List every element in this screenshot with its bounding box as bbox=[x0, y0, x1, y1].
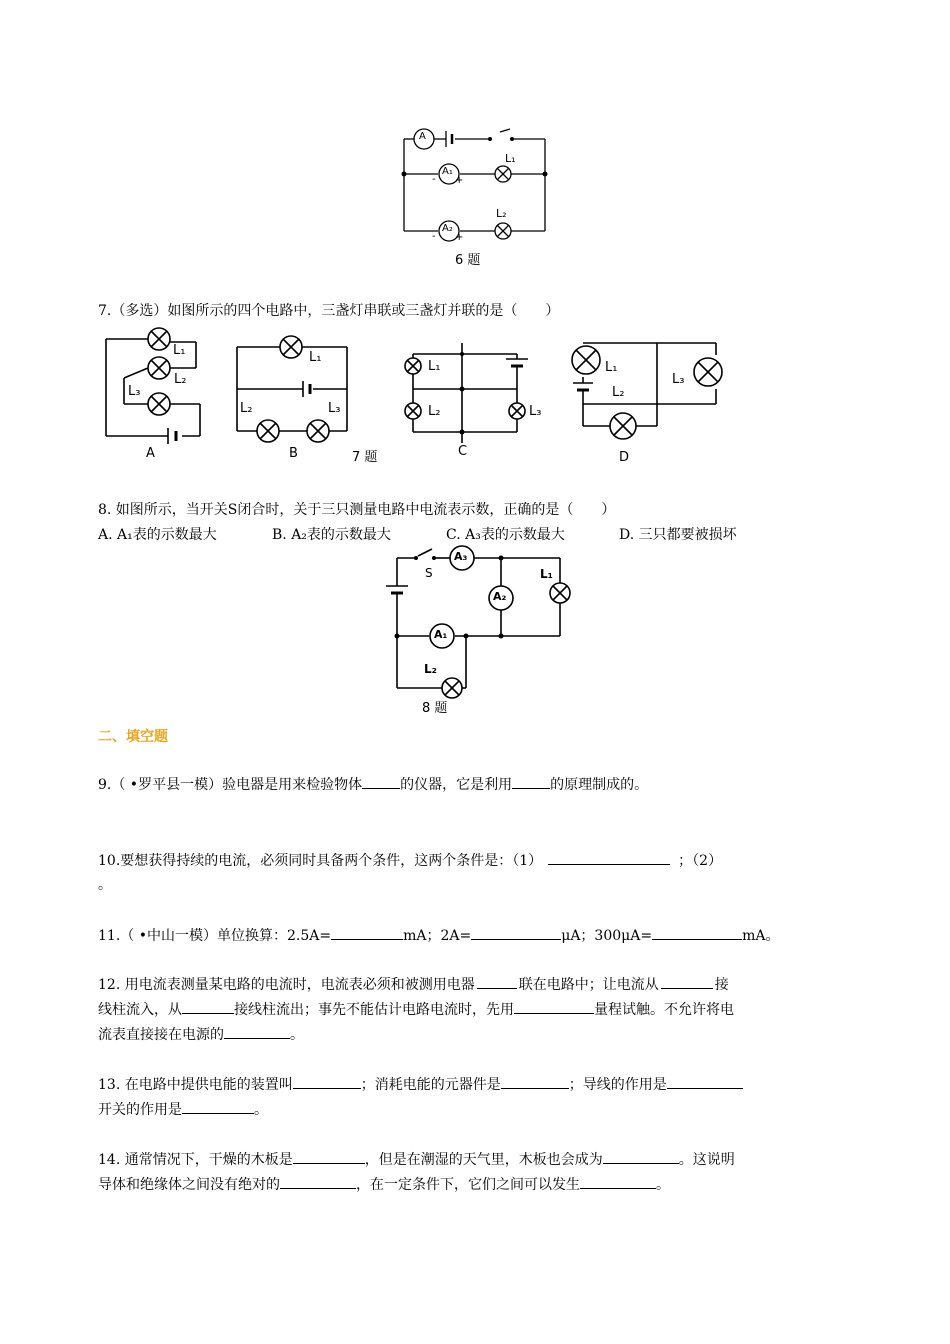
q9-text-b: 的仪器，它是利用 bbox=[400, 777, 513, 793]
q14-blank-2[interactable] bbox=[603, 1150, 679, 1164]
fig6-plus-a2: + bbox=[455, 232, 464, 243]
q13-text-1b: ；消耗电能的元器件是 bbox=[360, 1077, 501, 1093]
q12-blank-3[interactable] bbox=[182, 1000, 234, 1014]
fig7a-l1-label: L₁ bbox=[173, 343, 186, 358]
q12-blank-4[interactable] bbox=[514, 1000, 594, 1014]
q8-choice-d: D. 三只都要被损坏 bbox=[619, 527, 737, 543]
fig7d-l1-label: L₁ bbox=[605, 360, 618, 375]
fig8-lamp-l2-label: L₂ bbox=[424, 662, 437, 676]
q13-blank-1[interactable] bbox=[293, 1075, 361, 1089]
question-12-line3 bbox=[98, 1025, 304, 1044]
question-7-text: 7.（多选）如图所示的四个电路中，三盏灯串联或三盏灯并联的是（ ） bbox=[98, 303, 560, 319]
question-14-line1 bbox=[98, 1150, 735, 1169]
q13-text-1a: 13. 在电路中提供电能的装置叫 bbox=[98, 1077, 293, 1093]
question-10-line1 bbox=[98, 851, 722, 870]
q12-text-2a: 线柱流入，从 bbox=[98, 1002, 182, 1018]
q14-text-1a: 14. 通常情况下，干燥的木板是 bbox=[98, 1152, 293, 1168]
q10-blank-1[interactable] bbox=[548, 851, 670, 865]
q12-text-3b: 。 bbox=[290, 1027, 304, 1043]
fig7b-l3-label: L₃ bbox=[328, 401, 341, 416]
q8-choice-b: B. A₂表的示数最大 bbox=[272, 527, 391, 543]
q11-text-d: mA。 bbox=[742, 928, 780, 944]
q8-choice-a: A. A₁表的示数最大 bbox=[98, 527, 217, 543]
fig6-minus-a1: - bbox=[432, 174, 436, 185]
fig7-option-a: A bbox=[146, 446, 155, 461]
question-8-text: 8. 如图所示，当开关S闭合时，关于三只测量电路中电流表示数，正确的是（ ） bbox=[98, 502, 616, 518]
question-13-line2 bbox=[98, 1100, 268, 1119]
q11-blank-3[interactable] bbox=[652, 926, 742, 940]
fig7d-l2-label: L₂ bbox=[612, 385, 625, 400]
question-13-line1 bbox=[98, 1075, 743, 1094]
question-12-line2 bbox=[98, 1000, 734, 1019]
q14-text-1c: 。这说明 bbox=[678, 1152, 735, 1168]
fig7b-l2-label: L₂ bbox=[240, 401, 253, 416]
q11-blank-1[interactable] bbox=[331, 926, 403, 940]
question-12-line1 bbox=[98, 975, 729, 994]
fig7c-l3-label: L₃ bbox=[529, 404, 542, 419]
fig7-option-d: D bbox=[619, 450, 630, 465]
fig6-lamp-l1-label: L₁ bbox=[505, 152, 516, 165]
q13-text-2b: 。 bbox=[254, 1102, 268, 1118]
q13-text-1c: ；导线的作用是 bbox=[568, 1077, 667, 1093]
fig7b-l1-label: L₁ bbox=[309, 350, 322, 365]
q13-blank-2[interactable] bbox=[501, 1075, 569, 1089]
fig8-ammeter-a3: A₃ bbox=[454, 550, 468, 563]
q11-text-c: μA；300μA= bbox=[561, 928, 653, 944]
fig7c-l1-label: L₁ bbox=[428, 359, 441, 374]
fig8-caption: 8 题 bbox=[422, 701, 448, 716]
fig6-caption: 6 题 bbox=[455, 253, 481, 268]
q11-text-a: 11.（ •中山一模）单位换算：2.5A= bbox=[98, 928, 332, 944]
q9-text-a: 9.（ •罗平县一模）验电器是用来检验物体 bbox=[98, 777, 363, 793]
q13-blank-4[interactable] bbox=[182, 1100, 254, 1114]
q14-blank-4[interactable] bbox=[580, 1175, 656, 1189]
q14-blank-3[interactable] bbox=[280, 1175, 356, 1189]
q10-text-b: ；（2） bbox=[678, 853, 723, 869]
q8-choice-c: C. A₃表的示数最大 bbox=[446, 527, 565, 543]
q9-blank-2[interactable] bbox=[512, 775, 550, 789]
fig6-plus-a1: + bbox=[455, 175, 464, 186]
fig7-caption: 7 题 bbox=[352, 450, 378, 465]
q12-blank-1[interactable] bbox=[477, 975, 517, 989]
fig8-lamp-l1-label: L₁ bbox=[540, 567, 553, 581]
q12-blank-2[interactable] bbox=[661, 975, 713, 989]
fig7-option-b: B bbox=[289, 446, 298, 461]
fig7d-l3-label: L₃ bbox=[672, 372, 685, 387]
fig6-lamp-l2-label: L₂ bbox=[496, 207, 507, 220]
q14-blank-1[interactable] bbox=[293, 1150, 365, 1164]
q12-text-1c: 接 bbox=[714, 977, 729, 993]
q13-blank-3[interactable] bbox=[667, 1075, 743, 1089]
fig6-minus-a2: - bbox=[432, 231, 436, 242]
fig6-ammeter-a2: A₂ bbox=[442, 223, 453, 234]
q14-text-1b: ，但是在潮湿的天气里，木板也会成为 bbox=[364, 1152, 603, 1168]
question-9 bbox=[98, 775, 648, 794]
fig7c-l2-label: L₂ bbox=[428, 404, 441, 419]
q11-blank-2[interactable] bbox=[471, 926, 561, 940]
q12-text-2b: 接线柱流出；事先不能估计电路电流时，先用 bbox=[234, 1002, 514, 1018]
fig7-option-c: C bbox=[458, 444, 468, 459]
q12-text-3a: 流表直接接在电源的 bbox=[98, 1027, 224, 1043]
question-14-line2 bbox=[98, 1175, 670, 1194]
q13-text-2a: 开关的作用是 bbox=[98, 1102, 182, 1118]
q12-text-1a: 12. 用电流表测量某电路的电流时，电流表必须和被测用电器 bbox=[98, 977, 475, 993]
q10-text-a: 10.要想获得持续的电流，必须同时具备两个条件，这两个条件是：（1） bbox=[98, 853, 543, 869]
q11-text-b: mA；2A= bbox=[403, 928, 472, 944]
q14-text-2b: ，在一定条件下，它们之间可以发生 bbox=[356, 1177, 580, 1193]
q12-text-2c: 量程试触。不允许将电 bbox=[594, 1002, 734, 1018]
fig8-ammeter-a2: A₂ bbox=[493, 590, 507, 603]
q14-text-2c: 。 bbox=[656, 1177, 670, 1193]
fig6-ammeter-a: A bbox=[419, 131, 426, 142]
fig8-switch-s-label: S bbox=[425, 566, 433, 580]
section-heading-fill-blank: 二、填空题 bbox=[98, 729, 168, 745]
q12-blank-5[interactable] bbox=[224, 1025, 290, 1039]
question-11 bbox=[98, 926, 779, 945]
q10-text-c: 。 bbox=[98, 877, 112, 893]
q12-text-1b: 联在电路中；让电流从 bbox=[518, 977, 659, 993]
q9-blank-1[interactable] bbox=[362, 775, 400, 789]
fig7a-l3-label: L₃ bbox=[128, 384, 141, 399]
fig6-ammeter-a1: A₁ bbox=[442, 166, 453, 177]
q14-text-2a: 导体和绝缘体之间没有绝对的 bbox=[98, 1177, 280, 1193]
fig8-ammeter-a1: A₁ bbox=[434, 628, 448, 641]
fig7a-l2-label: L₂ bbox=[174, 372, 187, 387]
q9-text-c: 的原理制成的。 bbox=[550, 777, 649, 793]
